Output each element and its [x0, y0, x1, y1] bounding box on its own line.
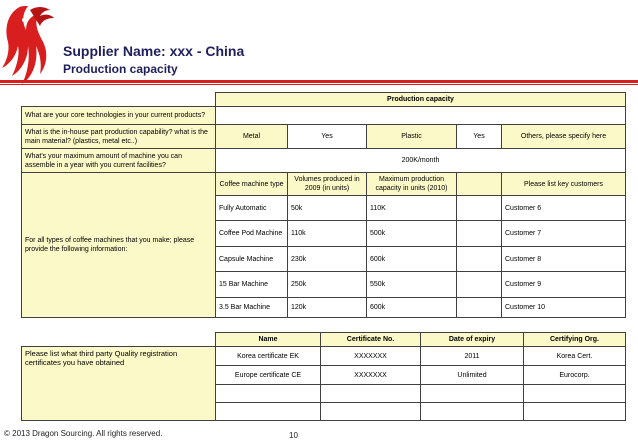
customer[interactable]: Customer 10	[502, 298, 626, 318]
volume-2009[interactable]: 50k	[288, 196, 367, 221]
capacity-header: Production capacity	[216, 93, 626, 107]
cert-name[interactable]	[216, 385, 321, 403]
machine-type[interactable]: Coffee Pod Machine	[216, 221, 288, 247]
cert-org[interactable]: Korea Cert.	[524, 347, 626, 366]
material-metal: Metal	[216, 125, 288, 149]
cert-expiry[interactable]: Unlimited	[421, 366, 524, 385]
customer[interactable]: Customer 8	[502, 247, 626, 272]
max-amount-question: What's your maximum amount of machine you can assemble in a year with you current facilities?	[22, 149, 216, 173]
machine-type[interactable]: 15 Bar Machine	[216, 272, 288, 298]
extra-cell[interactable]	[457, 272, 502, 298]
cert-org[interactable]: Eurocorp.	[524, 366, 626, 385]
cert-expiry[interactable]	[421, 385, 524, 403]
dragon-logo	[0, 0, 62, 100]
material-plastic-answer[interactable]: Yes	[457, 125, 502, 149]
customer[interactable]: Customer 7	[502, 221, 626, 247]
col-volumes-2009: Volumes produced in 2009 (in units)	[288, 173, 367, 196]
cert-number[interactable]: XXXXXXX	[321, 366, 421, 385]
max-2010[interactable]: 500k	[367, 221, 457, 247]
extra-cell[interactable]	[457, 221, 502, 247]
machine-type[interactable]: Capsule Machine	[216, 247, 288, 272]
col-max-capacity-2010: Maximum production capacity in units (2010)	[367, 173, 457, 196]
max-amount-value[interactable]: 200K/month	[216, 149, 626, 173]
max-2010[interactable]: 110K	[367, 196, 457, 221]
col-cert-org: Certifying Org.	[524, 333, 626, 347]
cert-name[interactable]: Europe certificate CE	[216, 366, 321, 385]
page-number: 10	[289, 431, 298, 440]
col-key-customers: Please list key customers	[502, 173, 626, 196]
cert-expiry[interactable]: 2011	[421, 347, 524, 366]
page-subtitle: Production capacity	[63, 62, 178, 76]
volume-2009[interactable]: 120k	[288, 298, 367, 318]
cert-name[interactable]	[216, 403, 321, 421]
volume-2009[interactable]: 110k	[288, 221, 367, 247]
material-plastic: Plastic	[367, 125, 457, 149]
max-2010[interactable]: 600k	[367, 247, 457, 272]
material-question: What is the in-house part production capability? what is the main material? (plastics, metal etc..)	[22, 125, 216, 149]
cert-org[interactable]	[524, 385, 626, 403]
core-tech-answer[interactable]	[216, 107, 626, 125]
col-cert-no: Certificate No.	[321, 333, 421, 347]
machines-question: For all types of coffee machines that you make; please provide the following information:	[22, 173, 216, 318]
copyright-footer: © 2013 Dragon Sourcing. All rights reserved.	[4, 429, 163, 438]
col-expiry: Date of expiry	[421, 333, 524, 347]
customer[interactable]: Customer 6	[502, 196, 626, 221]
extra-cell[interactable]	[457, 247, 502, 272]
volume-2009[interactable]: 250k	[288, 272, 367, 298]
machine-type[interactable]: 3.5 Bar Machine	[216, 298, 288, 318]
cert-name[interactable]: Korea certificate EK	[216, 347, 321, 366]
cert-expiry[interactable]	[421, 403, 524, 421]
supplier-title: Supplier Name: xxx - China	[63, 43, 245, 59]
cert-number[interactable]	[321, 403, 421, 421]
extra-cell[interactable]	[457, 298, 502, 318]
customer[interactable]: Customer 9	[502, 272, 626, 298]
col-machine-type: Coffee machine type	[216, 173, 288, 196]
production-capacity-table	[21, 92, 626, 318]
cert-org[interactable]	[524, 403, 626, 421]
volume-2009[interactable]: 230k	[288, 247, 367, 272]
cert-number[interactable]: XXXXXXX	[321, 347, 421, 366]
header-divider	[0, 80, 638, 83]
certificates-table	[21, 332, 626, 421]
cert-question: Please list what third party Quality registration certificates you have obtained	[22, 347, 216, 421]
cert-number[interactable]	[321, 385, 421, 403]
max-2010[interactable]: 550k	[367, 272, 457, 298]
machine-type[interactable]: Fully Automatic	[216, 196, 288, 221]
material-others[interactable]: Others, please specify here	[502, 125, 626, 149]
extra-cell[interactable]	[457, 196, 502, 221]
col-cert-name: Name	[216, 333, 321, 347]
max-2010[interactable]: 600k	[367, 298, 457, 318]
core-tech-question: What are your core technologies in your current products?	[22, 107, 216, 125]
col-extra	[457, 173, 502, 196]
header-divider-thin	[0, 84, 638, 85]
material-metal-answer[interactable]: Yes	[288, 125, 367, 149]
